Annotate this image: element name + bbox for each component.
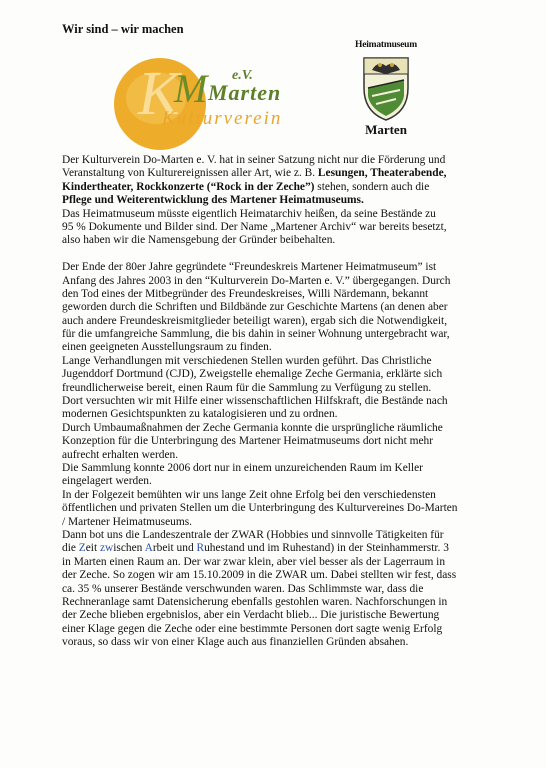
- text-line: ca. 35 % unserer Bestände verschwunden waren. Das Schlimmste war, dass die: [62, 582, 424, 595]
- text-line: der Zeche blieben ergebnislos, aber ein Verdacht blieb... Die juristische Bewertung: [62, 609, 440, 622]
- logo-marten: Marten: [208, 80, 282, 105]
- heimatmuseum-logo: [336, 40, 436, 145]
- marten-label: Marten: [365, 122, 407, 137]
- text-line: Veranstaltung von Kulturereignissen aller Art, wie z. B. Lesungen, Theaterabende,: [62, 167, 447, 180]
- text-line: für die umfangreiche Sammlung, die bis dahin in seiner Wohnung untergebracht war,: [62, 328, 450, 341]
- text-line: einen geeigneten Ausstellungsraum zu finden.: [62, 341, 272, 354]
- text-line: In der Folgezeit bemühten wir uns lange Zeit ohne Erfolg bei den verschiedensten: [62, 488, 436, 501]
- bold-text: Kindertheater, Rockkonzerte (“Rock in der Zeche”): [62, 180, 315, 193]
- text-line: aufrecht erhalten werden.: [62, 448, 179, 461]
- zwar-letter: R: [196, 542, 205, 555]
- logo-ev: e.V.: [232, 68, 253, 83]
- text-line: freundlicherweise bereit, einen Raum für die Sammlung zu Verfügung zu stellen.: [62, 381, 432, 394]
- paragraph-4: [62, 355, 502, 422]
- paragraph-8: [62, 529, 502, 650]
- svg-text:K: K: [138, 60, 180, 128]
- paragraph-1: [62, 154, 502, 208]
- text-line: die Zeit zwischen Arbeit und Ruhestand und im Ruhestand) in der Steinhammerstr. 3: [62, 542, 449, 555]
- kulturverein-logo: [108, 54, 298, 154]
- text-line: Die Sammlung konnte 2006 dort nur in einem unzureichenden Raum im Keller: [62, 461, 423, 474]
- body-text: [62, 154, 502, 649]
- svg-text:M: M: [174, 66, 208, 111]
- text-line: Dann bot uns die Landeszentrale der ZWAR (Hobbies und sinnvolle Tätigkeiten für: [62, 528, 444, 541]
- museum-label: Heimatmuseum: [355, 40, 417, 50]
- text-line: der Zeche. So zogen wir am 15.10.2009 in die ZWAR um. Dabei stellten wir fest, dass: [62, 569, 457, 582]
- text-line: [62, 194, 502, 207]
- text-line: öffentlichen und privaten Stellen um die Unterbringung des Kulturvereines Do-Marten: [62, 502, 458, 515]
- text-line: 95 % Dokumente und Bilder sind. Der Name „Martener Archiv“ war bereits besetzt,: [62, 220, 447, 233]
- text-line: auch andere Freundeskreismitglieder beteiligt waren), ergab sich die Notwendigkeit,: [62, 314, 448, 327]
- paragraph-5: [62, 422, 502, 462]
- text-line: geworden durch die Schriften und Bildbände zur Geschichte Martens (an denen aber: [62, 301, 448, 314]
- text-line: in Marten einen Raum an. Der war zwar klein, aber viel besser als der Lagerraum in: [62, 555, 446, 568]
- text-line: Rechneranlage samt Datensicherung ebenfalls gestohlen waren. Nachforschungen in: [62, 595, 448, 608]
- zwar-letter: A: [144, 542, 153, 555]
- bold-text: Pflege und Weiterentwicklung des Martener Heimatmuseums.: [62, 194, 364, 207]
- text-line: den Tod eines der Mitbegründer des Freundeskreises, Willi Närdemann, bekannt: [62, 287, 429, 300]
- text-line: Kindertheater, Rockkonzerte (“Rock in der Zeche”) stehen, sondern auch die: [62, 180, 430, 193]
- zwar-letter: Z: [78, 542, 86, 555]
- text-line: Lange Verhandlungen mit verschiedenen Stellen wurden geführt. Das Christliche: [62, 354, 432, 367]
- page-heading: Wir sind – wir machen: [62, 22, 184, 36]
- text-line: Das Heimatmuseum müsste eigentlich Heimatarchiv heißen, da seine Bestände zu: [62, 207, 436, 220]
- paragraph-7: [62, 489, 502, 529]
- text-line: Durch Umbaumaßnahmen der Zeche Germania konnte die ursprüngliche räumliche: [62, 421, 443, 434]
- text-line: / Martener Heimatmuseums.: [62, 515, 193, 528]
- paragraph-2: [62, 208, 502, 248]
- bold-text: Lesungen, Theaterabende,: [317, 167, 447, 180]
- logo-kulturverein: Kulturverein: [162, 108, 283, 129]
- text-line: voraus, so dass wir von einer Klage auch aus finanziellen Gründen absahen.: [62, 636, 409, 649]
- zwar-letter: zw: [99, 542, 114, 555]
- text-line: Der Ende der 80er Jahre gegründete “Freundeskreis Martener Heimatmuseum” ist: [62, 261, 437, 274]
- text-line: modernen Gesichtspunkten zu katalogisieren und zu ordnen.: [62, 408, 338, 421]
- text-line: Der Kulturverein Do-Marten e. V. hat in seiner Satzung nicht nur die Förderung und: [62, 154, 446, 166]
- text-line: Anfang des Jahres 2003 in den “Kulturverein Do-Marten e. V.” übergegangen. Durch: [62, 274, 451, 287]
- text-line: Dort versuchten wir mit Hilfe einer wissenschaftlichen Hilfskraft, die Bestände nach: [62, 395, 448, 408]
- text-line: einer Klage gegen die Zeche oder eine bestimmte Personen dort sagte wenig Erfolg: [62, 622, 443, 635]
- paragraph-6: [62, 462, 502, 489]
- text-line: eingelagert werden.: [62, 475, 152, 488]
- text-line: also haben wir die Namensgebung der Gründer beibehalten.: [62, 234, 336, 247]
- text-line: Konzeption für die Unterbringung des Martener Heimatmuseums dort nicht mehr: [62, 435, 434, 448]
- text-line: Jugenddorf Dortmund (CJD), Zweigstelle ehemalige Zeche Germania, erklärte sich: [62, 368, 443, 381]
- paragraph-3: [62, 261, 502, 355]
- coat-of-arms-icon: [358, 52, 414, 122]
